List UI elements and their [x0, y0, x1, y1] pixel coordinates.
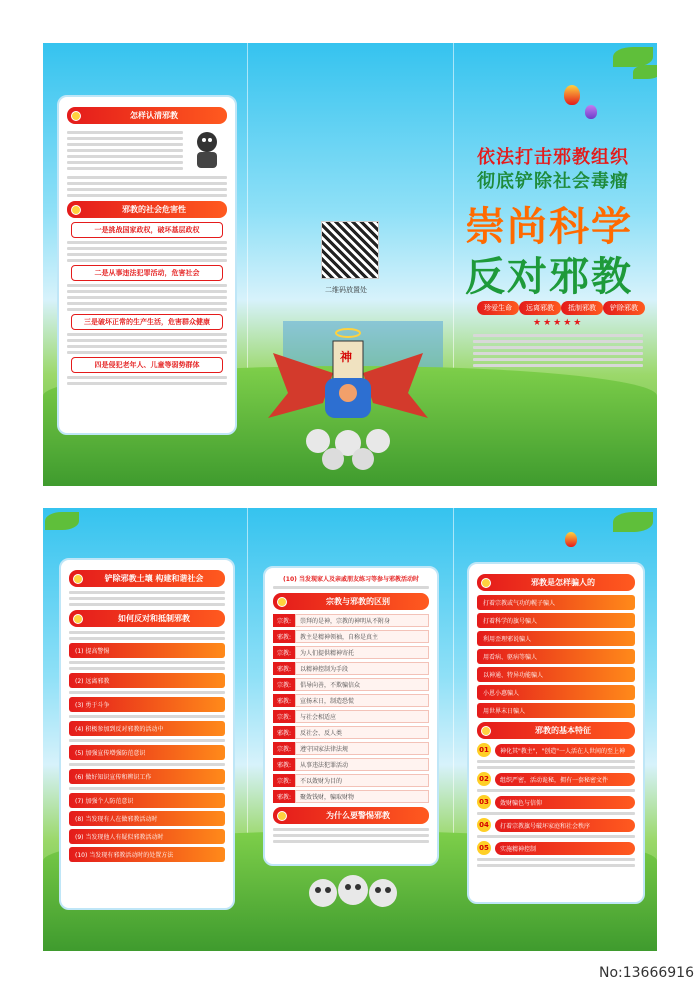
qr-label: 二维码放置处	[325, 286, 367, 294]
info-card-cult-awareness	[57, 95, 237, 435]
list-item: (5) 加强宣传增强防范意识	[69, 745, 225, 760]
card-heading: 如何反对和抵制邪教	[69, 610, 225, 627]
body-text	[67, 333, 227, 354]
list-item: (1) 提高警惕	[69, 643, 225, 658]
list-item: 用看病、驱病等骗人	[477, 649, 635, 664]
comparison-row: 宗教: 崇拜的是神，宗教的神明从不附身	[273, 614, 429, 627]
comparison-row: 邪教: 以精神控制为手段	[273, 662, 429, 675]
body-text	[67, 376, 227, 385]
list-item: (2) 远离邪教	[69, 673, 225, 688]
skull-pile-illustration	[298, 868, 408, 918]
body-text	[67, 284, 227, 311]
list-item: 打着宗教或气功的幌子骗人	[477, 595, 635, 610]
image-id-watermark: No:13666916	[598, 965, 694, 981]
sub-heading: 三是破坏正常的生产生活，危害群众健康	[71, 314, 223, 330]
comparison-row: 邪教: 反社会、反人类	[273, 726, 429, 739]
list-item: 用世界末日骗人	[477, 703, 635, 718]
sub-heading: 一是挑战国家政权，破坏基层政权	[71, 222, 223, 238]
feature-item: 01 神化其"教主"，"创造"一人活在人世间的至上神	[477, 743, 635, 757]
card-heading: 邪教的基本特征	[477, 722, 635, 739]
card-heading: 宗教与邪教的区别	[273, 593, 429, 610]
list-item: (3) 勇于斗争	[69, 697, 225, 712]
sub-heading: 二是从事违法犯罪活动，危害社会	[71, 265, 223, 281]
comparison-row: 宗教: 倡导向善，不欺骗信众	[273, 678, 429, 691]
card-heading: 怎样认清邪教	[67, 107, 227, 124]
body-text	[67, 128, 183, 173]
balloon-icon	[585, 105, 597, 119]
list-item: (10) 当发现有邪教活动时的处置方法	[69, 847, 225, 862]
slogan-pill: 珍爱生命	[477, 301, 519, 315]
info-card-resist-cult	[59, 558, 235, 910]
body-text	[69, 631, 225, 640]
leaf-decoration	[633, 65, 657, 79]
list-item: 利用歪理邪说骗人	[477, 631, 635, 646]
god-sign-label: 神	[340, 350, 353, 364]
comparison-row: 邪教: 聚敛钱财，骗取财物	[273, 790, 429, 803]
sub-heading: 四是侵犯老年人、儿童等弱势群体	[71, 357, 223, 373]
slogan-pill: 远离邪教	[519, 301, 561, 315]
leaf-decoration	[45, 512, 79, 530]
brochure-outer-side	[43, 43, 657, 486]
list-item: 以神通、特异功能骗人	[477, 667, 635, 682]
list-item: (8) 当发现有人在做邪教活动时	[69, 811, 225, 826]
body-text	[67, 176, 227, 197]
slogan-pill: 抵制邪教	[561, 301, 603, 315]
cover-slogan-1: 依法打击邪教组织	[477, 147, 629, 168]
cover-slogan-2: 彻底铲除社会毒瘤	[477, 171, 629, 192]
feature-item: 02 组织严密，活动诡秘，拥有一套秘密文件	[477, 772, 635, 786]
list-item: (4) 积极参加到反对邪教的活动中	[69, 721, 225, 736]
comparison-row: 宗教: 为人们提供精神寄托	[273, 646, 429, 659]
list-item: 小恩小惠骗人	[477, 685, 635, 700]
info-card-religion-vs-cult	[263, 566, 439, 866]
body-text	[67, 241, 227, 262]
card-heading: 邪教是怎样骗人的	[477, 574, 635, 591]
balloon-icon	[565, 532, 577, 547]
feature-item: 04 打着宗教旗号破坏家庭和社会秩序	[477, 818, 635, 832]
cover-title-1: 崇尚科学	[465, 204, 633, 250]
info-card-cult-deception	[467, 562, 645, 904]
false-god-illustration	[263, 323, 433, 473]
comparison-row: 邪教: 宣扬末日，制造恐慌	[273, 694, 429, 707]
card-heading: 邪教的社会危害性	[67, 201, 227, 218]
cover-description	[473, 331, 643, 370]
comparison-row: 邪教: 教主是精神领袖，自称是真主	[273, 630, 429, 643]
body-text	[273, 828, 429, 843]
body-text	[69, 591, 225, 606]
list-item: (9) 当发现他人有疑似邪教活动时	[69, 829, 225, 844]
list-item: 打着科学的旗号骗人	[477, 613, 635, 628]
feature-item: 03 敛财骗色与信仰	[477, 795, 635, 809]
leaf-decoration	[613, 47, 653, 67]
comparison-row: 宗教: 与社会相适应	[273, 710, 429, 723]
qr-code-placeholder	[321, 221, 379, 279]
feature-item: 05 实施精神控制	[477, 841, 635, 855]
slogan-pill: 铲除邪教	[603, 301, 645, 315]
list-item: (7) 加强个人防范意识	[69, 793, 225, 808]
balloon-icon	[564, 85, 580, 105]
brochure-inner-side	[43, 508, 657, 951]
comparison-row: 宗教: 不以敛财为目的	[273, 774, 429, 787]
stars-decoration: ★★★★★	[533, 318, 584, 328]
demon-illustration-icon	[187, 128, 227, 170]
cover-title-2: 反对邪教	[465, 254, 633, 300]
card-intro: (10) 当发现家人及亲戚朋友练习等参与邪教活动时	[283, 576, 419, 583]
card-heading: 为什么要警惕邪教	[273, 807, 429, 824]
leaf-decoration	[613, 512, 653, 532]
card-heading: 铲除邪教土壤 构建和谐社会	[69, 570, 225, 587]
list-item: (6) 做好知识宣传和辨识工作	[69, 769, 225, 784]
comparison-row: 宗教: 遵守国家法律法规	[273, 742, 429, 755]
comparison-row: 邪教: 从事违法犯罪活动	[273, 758, 429, 771]
